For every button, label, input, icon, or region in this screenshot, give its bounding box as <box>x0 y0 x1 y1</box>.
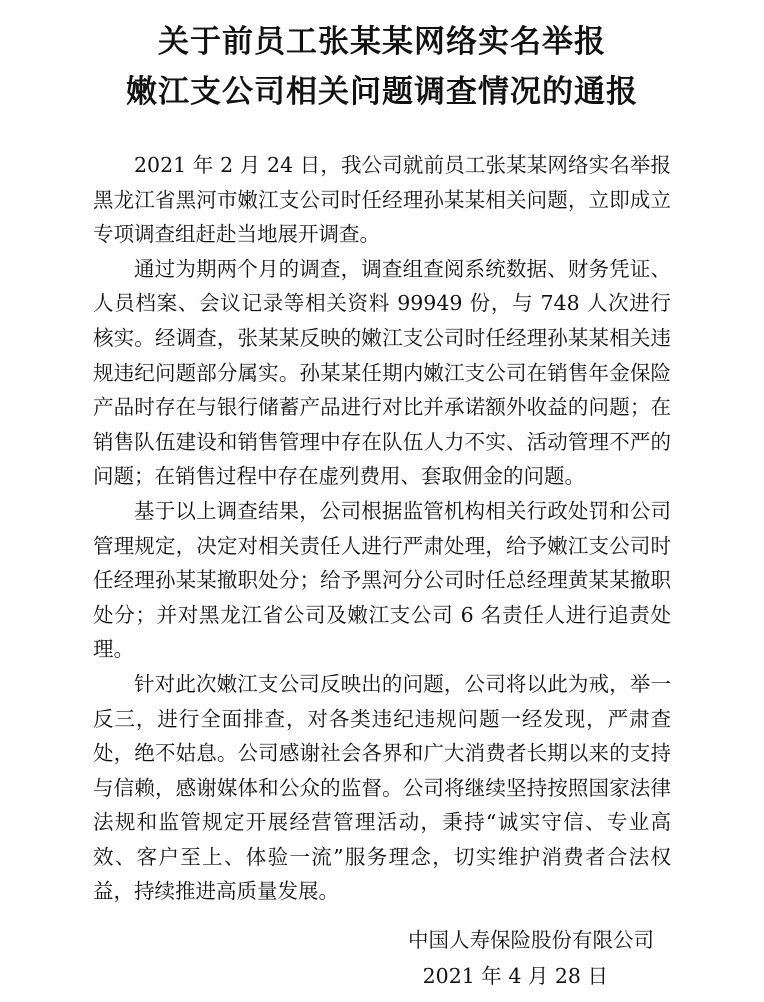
document-title-line-1: 关于前员工张某某网络实名举报 <box>158 24 606 60</box>
signature-block <box>354 922 654 994</box>
paragraph-commitment: 针对此次嫩江支公司反映出的问题，公司将以此为戒，举一反三，进行全面排查，对各类违纪违规问题一经发现，严肃查处，绝不姑息。公司感谢社会各界和广大消费者长期以来的支持与信赖，感谢媒体和公众的监督。公司将继续坚持按照国家法律法规和监管规定开展经营管理活动，秉持“诚实守信、专业高效、客户至上、体验一流”服务理念，切实维护消费者合法权益，持续推进高质量发展。 <box>93 671 671 904</box>
document-title-line-2: 嫩江支公司相关问题调查情况的通报 <box>126 74 638 110</box>
paragraph-disciplinary-actions: 基于以上调查结果，公司根据监管机构相关行政处罚和公司管理规定，决定对相关责任人进行严肃处理，给予嫩江支公司时任经理孙某某撤职处分；给予黑河分公司时任总经理黄某某撤职处分；并对黑龙江省公司及嫩江支公司 6 名责任人进行追责处理。 <box>93 498 671 662</box>
paragraph-investigation-start: 2021 年 2 月 24 日，我公司就前员工张某某网络实名举报黑龙江省黑河市嫩江支公司时任经理孙某某相关问题，立即成立专项调查组赶赴当地展开调查。 <box>93 153 671 247</box>
signature-organization: 中国人寿保险股份有限公司 <box>408 928 654 952</box>
paragraph-investigation-findings: 通过为期两个月的调查，调查组查阅系统数据、财务凭证、人员档案、会议记录等相关资料 99949 份，与 748 人次进行核实。经调查，张某某反映的嫩江支公司时任经理孙某某相关违规违纪问题部分属实。孙某某任期内嫩江支公司在销售年金保险产品时存在与银行储蓄产品进行对比并承诺额外收益的问题；在销售队伍建设和销售管理中存在队伍人力不实、活动管理不严的问题；在销售过程中存在虚列费用、套取佣金的问题。 <box>93 256 671 489</box>
signature-date: 2021 年 4 月 28 日 <box>422 964 608 988</box>
document-body <box>93 148 671 909</box>
